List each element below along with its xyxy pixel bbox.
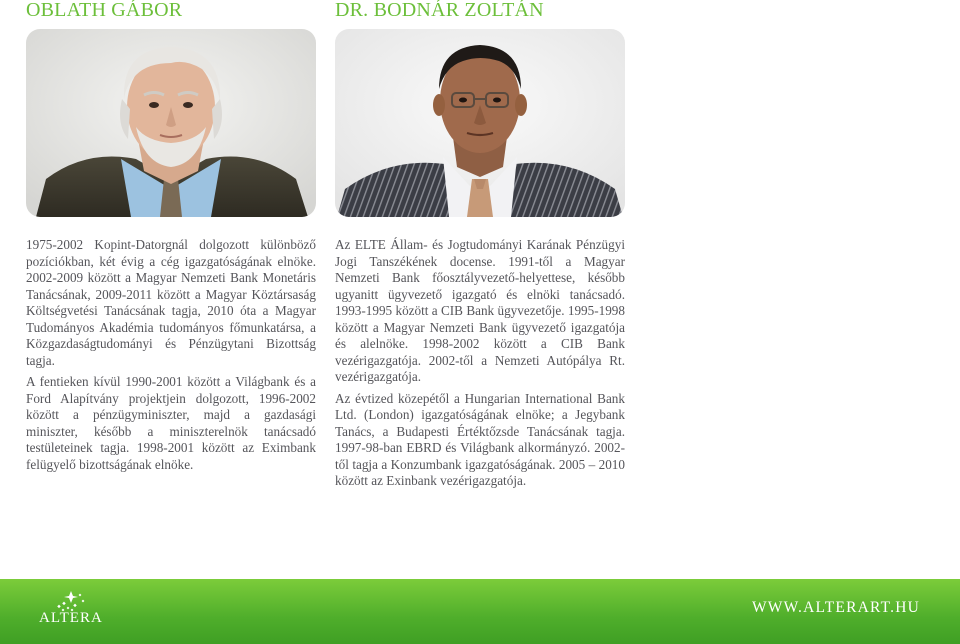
- left-bio-paragraph-2: A fentieken kívül 1990-2001 között a Világbank és a Ford Alapítvány projektjein dolgozott, 1996-2002 között a pénzügyminiszter, majd a gazdasági miniszter, később a miniszterelnök tanácsadó testületeinek tagja. 1998-2001 között az Eximbank felügyelő bizottságának elnöke.: [26, 374, 316, 472]
- right-bio-paragraph-1: Az ELTE Állam- és Jogtudományi Karának Pénzügyi Jogi Tanszékének docense. 1991-től a Magyar Nemzeti Bank főosztályvezető-helyettese, később ugyanitt ügyvezető igazgató és elnöki tanácsadó. 1993-1995 között a CIB Bank ügyvezetője. 1995-1998 között a Magyar Nemzeti Bank ügyvezető igazgatója és alelnöke. 1998-2002 között a CIB Bank vezérigazgatója. 2002-től a Nemzeti Autópálya Rt. vezérigazgatója.: [335, 237, 625, 384]
- right-person-photo: [335, 29, 625, 217]
- portrait-bodnar: [335, 29, 625, 217]
- footer-bar: [0, 579, 960, 644]
- left-person-photo: [26, 29, 316, 217]
- left-person-bio: [26, 237, 316, 473]
- portrait-oblath: [26, 29, 316, 217]
- right-bio-paragraph-2: Az évtized közepétől a Hungarian International Bank Ltd. (London) igazgatóságának elnöke; a Jegybank Tanács, a Budapesti Értéktőzsde Tanácsának tagja. 1997-98-ban EBRD és Világbank alkormányzó. 2002-től tagja a Konzumbank igazgatóságának. 2005 – 2010 között az Exinbank vezérigazgatója.: [335, 390, 625, 488]
- website-url[interactable]: WWW.ALTERART.HU: [751, 599, 920, 616]
- brand-name: ALTERA: [39, 610, 103, 626]
- left-person-name: OBLATH GÁBOR: [26, 0, 183, 21]
- right-person-name: DR. BODNÁR ZOLTÁN: [335, 0, 544, 21]
- left-bio-paragraph-1: 1975-2002 Kopint-Datorgnál dolgozott különböző pozíciókban, két évig a cég igazgatóságának elnöke. 2002-2009 között a Magyar Nemzeti Bank Monetáris Tanácsának, 2009-2011 között a Magyar Köztársaság Költségvetési Tanácsának tagja, 2010 óta a Magyar Tudományos Akadémia tudományos főmunkatársa, a Közgazdaságtudományi és Pénzügytani Bizottság tagja.: [26, 237, 316, 368]
- right-person-bio: [335, 237, 625, 490]
